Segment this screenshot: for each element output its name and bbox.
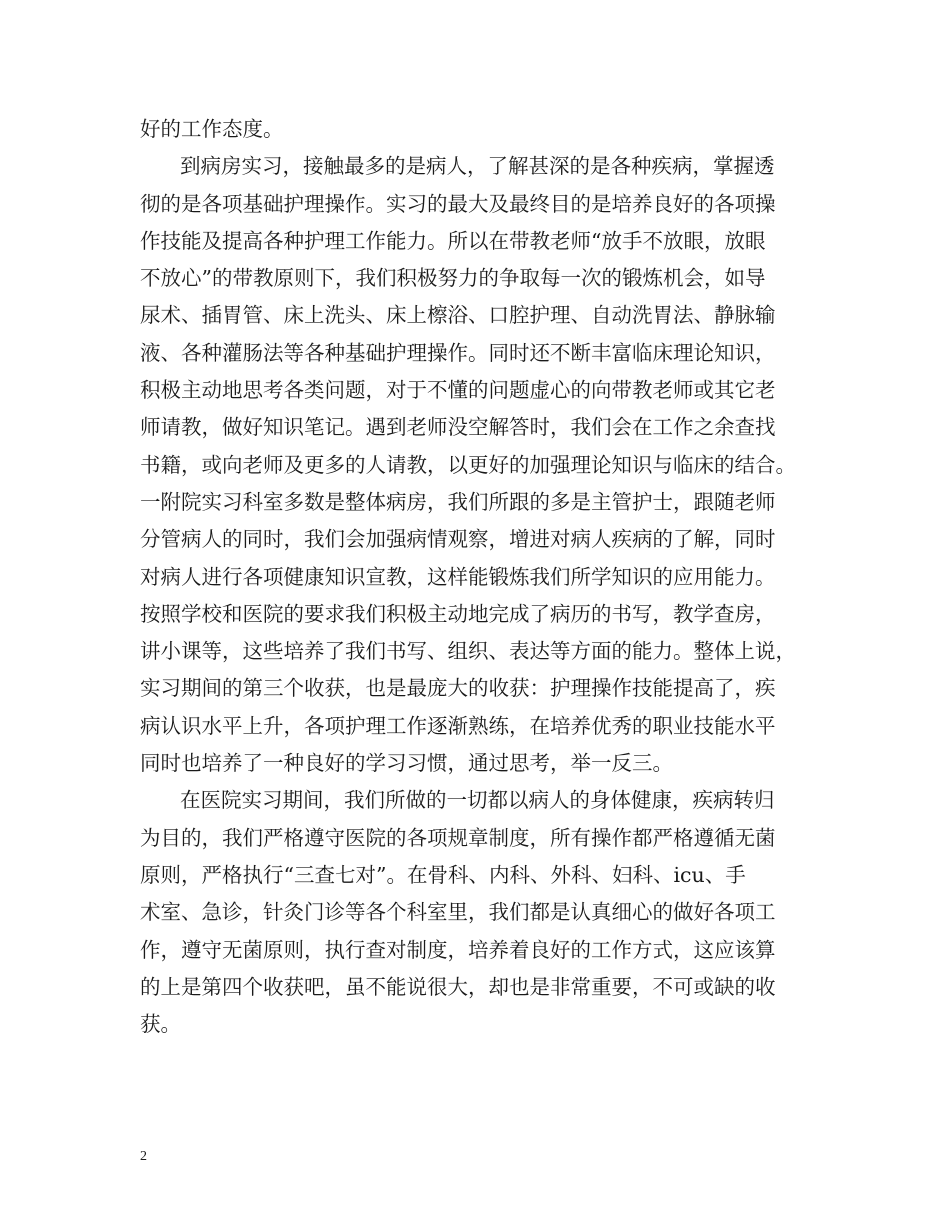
paragraph-start-line: 在医院实习期间，我们所做的一切都以病人的身体健康，疾病转归 <box>180 788 775 813</box>
text-line: 为目的，我们严格遵守医院的各项规章制度，所有操作都严格遵循无菌 <box>140 825 776 850</box>
text-line: 讲小课等，这些培养了我们书写、组织、表达等方面的能力。整体上说， <box>140 639 796 664</box>
text-line: 作技能及提高各种护理工作能力。所以在带教老师“放手不放眼，放眼 <box>140 228 766 253</box>
text-line: 不放心”的带教原则下，我们积极努力的争取每一次的锻炼机会，如导 <box>140 266 766 291</box>
text-line: 好的工作态度。 <box>140 117 284 141</box>
text-line: 病认识水平上升，各项护理工作逐渐熟练，在培养优秀的职业技能水平 <box>140 713 776 738</box>
paragraph-start-line: 到病房实习，接触最多的是病人，了解甚深的是各种疾病，掌握透 <box>180 154 775 179</box>
text-line: 彻的是各项基础护理操作。实习的最大及最终目的是培养良好的各项操 <box>140 191 776 216</box>
text-line: 尿术、插胃管、床上洗头、床上檫浴、口腔护理、自动洗胃法、静脉输 <box>140 303 776 328</box>
text-line: 书籍，或向老师及更多的人请教，以更好的加强理论知识与临床的结合。 <box>140 452 796 477</box>
text-line: 一附院实习科室多数是整体病房，我们所跟的多是主管护士，跟随老师 <box>140 489 776 514</box>
text-line: 实习期间的第三个收获，也是最庞大的收获：护理操作技能提高了，疾 <box>140 676 776 701</box>
text-line: 按照学校和医院的要求我们积极主动地完成了病历的书写，教学查房， <box>140 601 776 626</box>
text-line: 液、各种灌肠法等各种基础护理操作。同时还不断丰富临床理论知识， <box>140 340 776 365</box>
page-number: 2 <box>140 1149 147 1164</box>
text-line: 对病人进行各项健康知识宣教，这样能锻炼我们所学知识的应用能力。 <box>140 564 776 589</box>
text-line: 原则，严格执行“三查七对”。在骨科、内科、外科、妇科、icu、手 <box>140 862 746 887</box>
text-line: 积极主动地思考各类问题，对于不懂的问题虚心的向带教老师或其它老 <box>140 378 776 403</box>
text-line: 师请教，做好知识笔记。遇到老师没空解答时，我们会在工作之余查找 <box>140 415 776 440</box>
text-line: 的上是第四个收获吧，虽不能说很大，却也是非常重要，不可或缺的收 <box>140 974 776 999</box>
text-line: 分管病人的同时，我们会加强病情观察，增进对病人疾病的了解，同时 <box>140 527 776 552</box>
body-text <box>140 111 830 1043</box>
text-line: 术室、急诊，针灸门诊等各个科室里，我们都是认真细心的做好各项工 <box>140 900 776 925</box>
text-line: 获。 <box>140 1012 181 1037</box>
text-line: 同时也培养了一种良好的学习习惯，通过思考，举一反三。 <box>140 751 673 776</box>
text-line: 作，遵守无菌原则，执行查对制度，培养着良好的工作方式，这应该算 <box>140 937 776 962</box>
